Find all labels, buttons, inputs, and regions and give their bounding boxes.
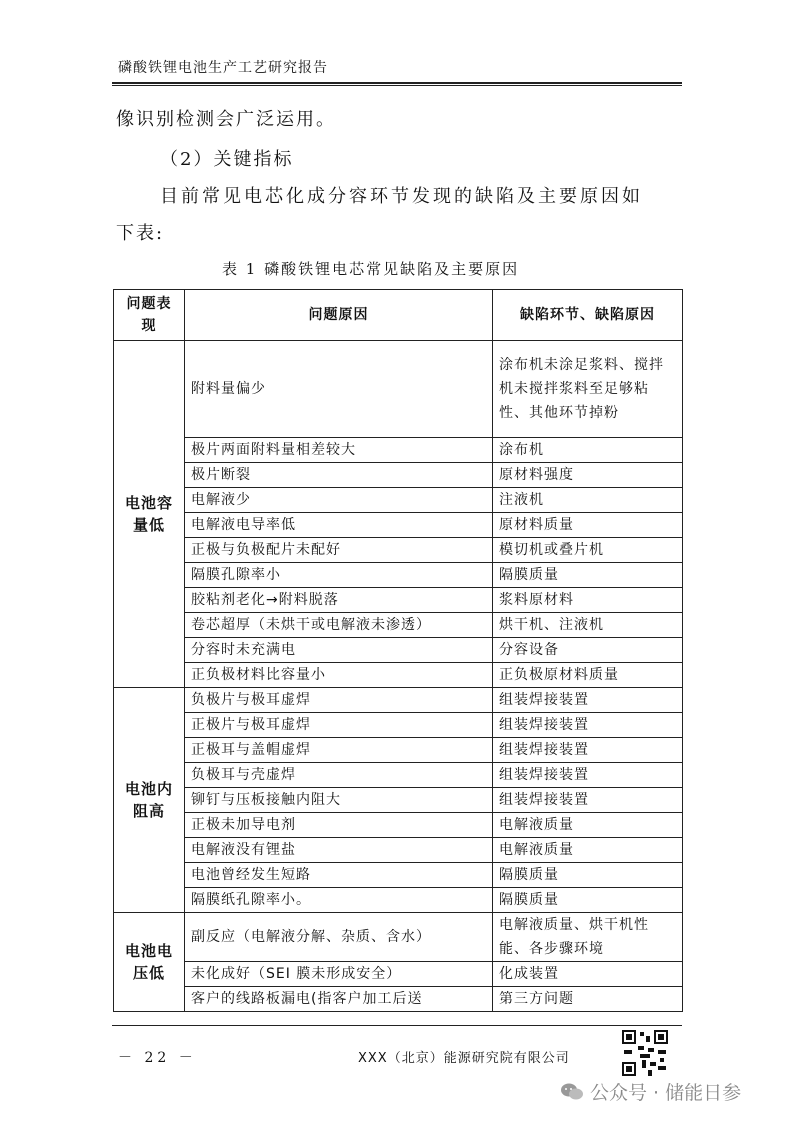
column-header-cause: 问题原因 (185, 290, 493, 341)
category-cell: 电池容量低 (114, 341, 185, 688)
cause-cell: 隔膜纸孔隙率小。 (185, 888, 493, 913)
table-row (114, 663, 683, 688)
link-cell: 分容设备 (493, 638, 683, 663)
paragraph-line-1: 目前常见电芯化成分容环节发现的缺陷及主要原因如 (160, 186, 643, 207)
table-row (114, 341, 683, 438)
link-cell: 隔膜质量 (493, 888, 683, 913)
link-cell: 隔膜质量 (493, 563, 683, 588)
cause-cell: 卷芯超厚（未烘干或电解液未渗透） (185, 613, 493, 638)
link-cell: 电解液质量、烘干机性能、各步骤环境 (493, 913, 683, 962)
cause-cell: 正极耳与盖帽虚焊 (185, 738, 493, 763)
link-cell: 第三方问题 (493, 987, 683, 1012)
column-header-symptom: 问题表现 (114, 290, 185, 341)
link-cell: 组装焊接装置 (493, 713, 683, 738)
wechat-chat-icon (560, 1082, 584, 1102)
column-header-defect-link: 缺陷环节、缺陷原因 (493, 290, 683, 341)
table-row (114, 538, 683, 563)
footer-company: XXX（北京）能源研究院有限公司 (358, 1051, 570, 1066)
table-row (114, 713, 683, 738)
table-row (114, 563, 683, 588)
cause-cell: 铆钉与压板接触内阻大 (185, 788, 493, 813)
cause-cell: 电池曾经发生短路 (185, 863, 493, 888)
cause-cell: 极片两面附料量相差较大 (185, 438, 493, 463)
link-cell: 模切机或叠片机 (493, 538, 683, 563)
table-row (114, 513, 683, 538)
table-row (114, 987, 683, 1012)
table-row (114, 588, 683, 613)
wechat-watermark (560, 1078, 741, 1105)
cause-cell: 未化成好（SEI 膜未形成安全） (185, 962, 493, 987)
cause-cell: 负极片与极耳虚焊 (185, 688, 493, 713)
cause-cell: 极片断裂 (185, 463, 493, 488)
cause-cell: 附料量偏少 (185, 341, 493, 438)
table-row (114, 463, 683, 488)
cause-cell: 正极片与极耳虚焊 (185, 713, 493, 738)
table-row (114, 813, 683, 838)
section-heading: （2）关键指标 (160, 149, 294, 170)
defects-table (113, 289, 683, 1012)
cause-cell: 负极耳与壳虚焊 (185, 763, 493, 788)
qr-code-icon (620, 1028, 670, 1078)
cause-cell: 胶粘剂老化→附料脱落 (185, 588, 493, 613)
table-row (114, 763, 683, 788)
table-row (114, 438, 683, 463)
link-cell: 涂布机 (493, 438, 683, 463)
link-cell: 原材料强度 (493, 463, 683, 488)
table-caption: 表 1 磷酸铁锂电芯常见缺陷及主要原因 (222, 260, 520, 278)
paragraph-continuation: 像识别检测会广泛运用。 (116, 109, 336, 130)
cause-cell: 电解液电导率低 (185, 513, 493, 538)
link-cell: 组装焊接装置 (493, 788, 683, 813)
paragraph-line-2: 下表: (116, 223, 165, 244)
table-row (114, 863, 683, 888)
cause-cell: 正极未加导电剂 (185, 813, 493, 838)
link-cell: 浆料原材料 (493, 588, 683, 613)
cause-cell: 隔膜孔隙率小 (185, 563, 493, 588)
document-header-title: 磷酸铁锂电池生产工艺研究报告 (118, 60, 328, 76)
cause-cell: 电解液没有锂盐 (185, 838, 493, 863)
watermark-text: 公众号 · 储能日参 (590, 1082, 742, 1104)
header-rule (112, 82, 682, 84)
link-cell: 隔膜质量 (493, 863, 683, 888)
table-row (114, 913, 683, 962)
link-cell: 化成装置 (493, 962, 683, 987)
link-cell: 组装焊接装置 (493, 738, 683, 763)
table-row (114, 488, 683, 513)
cause-cell: 正极与负极配片未配好 (185, 538, 493, 563)
link-cell: 原材料质量 (493, 513, 683, 538)
table-row (114, 788, 683, 813)
table-row (114, 638, 683, 663)
link-cell: 烘干机、注液机 (493, 613, 683, 638)
table-row (114, 962, 683, 987)
table-row (114, 613, 683, 638)
page-number: － 22 － (118, 1050, 197, 1066)
cause-cell: 电解液少 (185, 488, 493, 513)
link-cell: 涂布机未涂足浆料、搅拌机未搅拌浆料至足够粘性、其他环节掉粉 (493, 341, 683, 438)
link-cell: 组装焊接装置 (493, 688, 683, 713)
table-row (114, 688, 683, 713)
cause-cell: 客户的线路板漏电(指客户加工后送 (185, 987, 493, 1012)
link-cell: 电解液质量 (493, 813, 683, 838)
link-cell: 电解液质量 (493, 838, 683, 863)
cause-cell: 正负极材料比容量小 (185, 663, 493, 688)
footer-rule (112, 1025, 682, 1026)
header-rule-thin (112, 85, 682, 86)
table-row (114, 738, 683, 763)
cause-cell: 副反应（电解液分解、杂质、含水） (185, 913, 493, 962)
table-row (114, 888, 683, 913)
table-row (114, 838, 683, 863)
category-cell: 电池电压低 (114, 913, 185, 1012)
link-cell: 组装焊接装置 (493, 763, 683, 788)
cause-cell: 分容时未充满电 (185, 638, 493, 663)
category-cell: 电池内阻高 (114, 688, 185, 913)
link-cell: 正负极原材料质量 (493, 663, 683, 688)
link-cell: 注液机 (493, 488, 683, 513)
